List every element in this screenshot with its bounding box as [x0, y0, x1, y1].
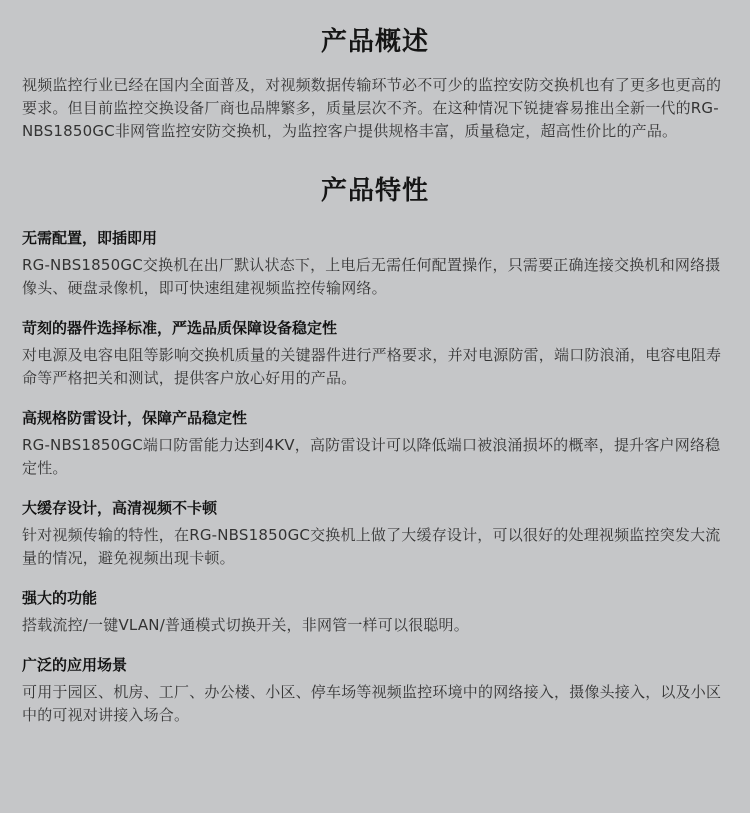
feature-large-buffer	[22, 497, 728, 570]
feature-title: 广泛的应用场景	[22, 656, 128, 674]
overview-text: 视频监控行业已经在国内全面普及，对视频数据传输环节必不可少的监控安防交换机也有了更多也更高的要求。但目前监控交换设备厂商也品牌繁多，质量层次不齐。在这种情况下锐捷睿易推出全新一代的RG-NBS1850GC非网管监控安防交换机，为监控客户提供规格丰富，质量稳定，超高性价比的产品。	[22, 76, 722, 140]
feature-component-selection	[22, 317, 728, 390]
feature-desc: 对电源及电容电阻等影响交换机质量的关键器件进行严格要求，并对电源防雷，端口防浪涌，电容电阻寿命等严格把关和测试，提供客户放心好用的产品。	[22, 346, 722, 387]
feature-desc: 可用于园区、机房、工厂、办公楼、小区、停车场等视频监控环境中的网络接入，摄像头接入，以及小区中的可视对讲接入场合。	[22, 683, 722, 724]
feature-powerful-functions	[22, 587, 728, 637]
features-title: 产品特性	[320, 176, 429, 206]
feature-desc: 针对视频传输的特性，在RG-NBS1850GC交换机上做了大缓存设计，可以很好的处理视频监控突发大流量的情况，避免视频出现卡顿。	[22, 526, 721, 567]
feature-application-scenarios	[22, 654, 728, 727]
feature-title: 高规格防雷设计，保障产品稳定性	[22, 409, 248, 427]
overview-title: 产品概述	[320, 27, 429, 57]
feature-title: 苛刻的器件选择标准，严选品质保障设备稳定性	[22, 319, 338, 337]
feature-desc: RG-NBS1850GC交换机在出厂默认状态下，上电后无需任何配置操作，只需要正确连接交换机和网络摄像头、硬盘录像机，即可快速组建视频监控传输网络。	[22, 256, 721, 297]
feature-plug-and-play	[22, 227, 728, 300]
feature-title: 大缓存设计，高清视频不卡顿	[22, 499, 218, 517]
feature-desc: RG-NBS1850GC端口防雷能力达到4KV，高防雷设计可以降低端口被浪涌损坏的概率，提升客户网络稳定性。	[22, 436, 721, 477]
feature-title: 无需配置，即插即用	[22, 229, 158, 247]
feature-title: 强大的功能	[22, 589, 98, 607]
feature-lightning-protection	[22, 407, 728, 480]
feature-desc: 搭载流控/一键VLAN/普通模式切换开关，非网管一样可以很聪明。	[22, 616, 469, 634]
